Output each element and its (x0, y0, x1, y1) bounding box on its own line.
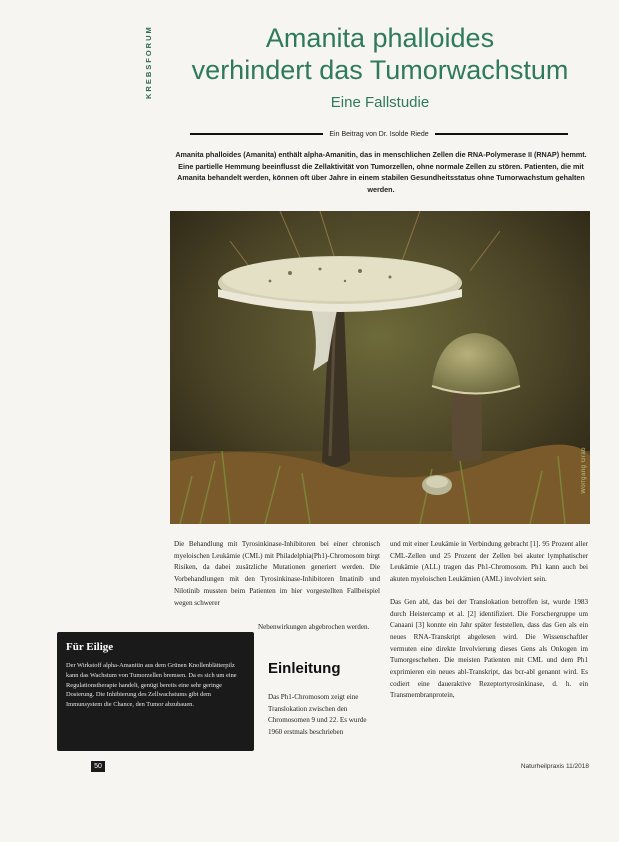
photo-credit: Wolfgang Gräb (581, 447, 587, 494)
body-column-1-continued (258, 622, 380, 645)
section-label: KREBSFORUM (144, 25, 153, 99)
col2-paragraph-2: Das Gen abl, das bei der Translokation betroffen ist, wurde 1983 durch Heistercamp et al. [2] identifiziert. Die Forschergruppe um Canaani [3] konnte ein Jahr später feststellen, dass das Gen als ein neues RNA-Transkript abgelesen wird. Die Wissenschaftler vermuten eine direkte Involvierung dieses Gens als Onkogen im Tumorgeschehen. Die meisten Patienten mit CML und dem Ph1 exprimieren ein neues abl-Transkript, das bcr-abl genannt wird. Es codiert eine daueraktive Rezeptortyrosinkinase, d. h. ein Transmembranprotein, (390, 597, 588, 700)
col1b-paragraph: Nebenwirkungen abgebrochen werden. (258, 623, 370, 631)
heading-einleitung: Einleitung (268, 660, 341, 677)
byline: Ein Beitrag von Dr. Isolde Riede (329, 130, 429, 138)
article-subtitle: Eine Fallstudie (330, 94, 430, 111)
lead-paragraph: Amanita phalloides (Amanita) enthält alpha-Amanitin, das in menschlichen Zellen die RNA-Polymerase II (RNAP) hemmt. Eine partielle Hemmung beeinflusst die Zellaktivität von Tumorzellen, ohne normale Zellen zu stören. Patienten, die mit Amanita behandelt werden, können oft über Jahre in einem stabilen Gesundheitsstatus ohne Tumorwachstum gehalten werden. (175, 150, 587, 194)
summary-box (57, 632, 254, 751)
byline-row (190, 128, 568, 140)
body-column-1 (174, 539, 380, 620)
body-column-3 (268, 692, 380, 750)
article-title (180, 22, 580, 86)
title-line-2: verhindert das Tumorwachstum (191, 55, 569, 85)
col3-paragraph: Das Ph1-Chromosom zeigt eine Translokation zwischen den Chromosomen 9 und 22. Es wurde 1960 erstmals beschrieben (268, 693, 367, 737)
byline-rule-left (190, 133, 323, 135)
col2-paragraph-1: und mit einer Leukämie in Verbindung gebracht [1]. 95 Prozent aller CML-Zellen und 25 Prozent der Zellen bei akuter lymphatischer Leukämie (ALL) tragen das Ph1-Chromosom. Ph1 kann auch bei akuten myeloischen Leukämien (AML) involviert sein. (390, 540, 588, 584)
body-column-2 (390, 539, 588, 713)
col1-paragraph: Die Behandlung mit Tyrosinkinase-Inhibitoren bei einer chronisch myeloischen Leukämie (CML) mit Philadelphia(Ph1)-Chromosom birgt Risiken, da dabei zusätzliche Mutationen generiert werden. Die Vorbehandlungen mit den Tyrosinkinase-Inhibitoren Imatinib und Nilotinib mussten beim Patienten im hier vorgestellten Fallbeispiel wegen schwerer (174, 540, 380, 607)
mushroom-photo (170, 211, 590, 524)
page-number: 50 (91, 761, 105, 772)
summary-box-heading: Für Eilige (66, 641, 114, 653)
title-line-1: Amanita phalloides (265, 23, 495, 53)
byline-rule-right (435, 133, 568, 135)
footer-issue: Naturheilpraxis 11/2018 (520, 763, 589, 770)
summary-box-text: Der Wirkstoff alpha-Amanitin aus dem Grünen Knollenblätterpilz kann das Wachstum von Tumorzellen bremsen. Da es sich um eine Regulationstherapie handelt, genügt bereits eine sehr geringe Dosierung. Die Inhibierung des Zellwachstums gibt dem Immunsystem die Chance, den Tumor abzubauen. (66, 662, 237, 709)
mushroom-illustration (170, 211, 590, 524)
